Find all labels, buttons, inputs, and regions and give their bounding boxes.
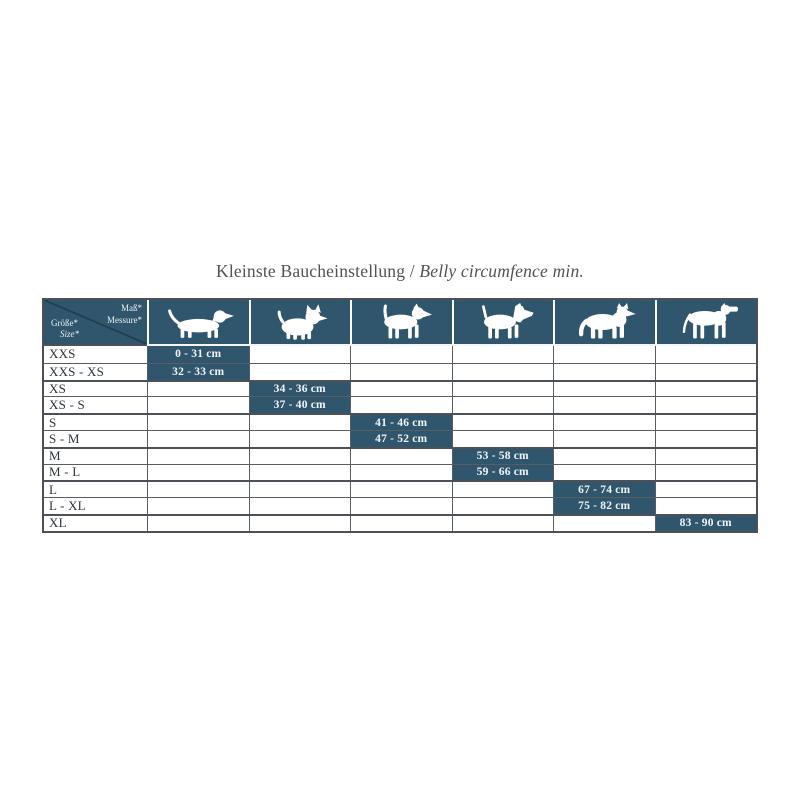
- value-cell: [147, 431, 249, 447]
- value-cell: [350, 449, 452, 464]
- value-cell: [452, 431, 554, 447]
- size-label: XS - S: [49, 397, 85, 413]
- dachshund-icon: [153, 303, 245, 341]
- value-cell: [147, 449, 249, 464]
- value-cell: [147, 482, 249, 497]
- page-title: [0, 0, 800, 282]
- value-cell: [350, 364, 452, 380]
- value-cell: [452, 346, 554, 363]
- great-dane-icon: [660, 303, 752, 341]
- value-cell: [249, 498, 351, 514]
- value-cell: 34 - 36 cm: [249, 382, 351, 397]
- value-cell: [249, 449, 351, 464]
- value-cell: [350, 397, 452, 413]
- value-cell: 0 - 31 cm: [147, 346, 249, 363]
- size-label: L - XL: [49, 498, 86, 514]
- value-cell: [147, 397, 249, 413]
- column-header-yorkshire-terrier: [249, 300, 351, 346]
- value-cell: 83 - 90 cm: [655, 516, 757, 531]
- husky-icon: [559, 303, 651, 341]
- size-row-l: [44, 480, 756, 497]
- size-row-xs: [44, 380, 756, 397]
- value-cell: 47 - 52 cm: [350, 431, 452, 447]
- value-cell: [655, 382, 757, 397]
- value-cell: [452, 482, 554, 497]
- column-header-jack-russell: [350, 300, 452, 346]
- size-label: XXS: [49, 346, 76, 362]
- value-cell: [147, 516, 249, 531]
- size-row-xs-s: [44, 396, 756, 413]
- value-cell: [452, 415, 554, 430]
- value-cell: [350, 498, 452, 514]
- value-cell: [452, 397, 554, 413]
- fox-terrier-icon: [457, 303, 549, 341]
- value-cell: [553, 364, 655, 380]
- size-label: XXS - XS: [49, 363, 105, 379]
- value-cell: [147, 415, 249, 430]
- value-cell: [553, 415, 655, 430]
- value-cell: [553, 346, 655, 363]
- size-row-xl: [44, 514, 756, 531]
- value-cell: [655, 482, 757, 497]
- value-cell: [147, 498, 249, 514]
- yorkshire-terrier-icon: [254, 303, 346, 341]
- value-cell: [452, 364, 554, 380]
- value-cell: [655, 397, 757, 413]
- column-header-husky: [553, 300, 655, 346]
- value-cell: [553, 431, 655, 447]
- value-cell: [249, 516, 351, 531]
- column-header-fox-terrier: [452, 300, 554, 346]
- column-header-great-dane: [655, 300, 757, 346]
- size-label: S - M: [49, 430, 80, 446]
- value-cell: 67 - 74 cm: [553, 482, 655, 497]
- size-row-l-xl: [44, 497, 756, 514]
- value-cell: [249, 431, 351, 447]
- size-row-m-l: [44, 464, 756, 481]
- size-row-xxs: [44, 346, 756, 363]
- size-label: XL: [49, 515, 67, 531]
- value-cell: [655, 465, 757, 481]
- value-cell: [249, 415, 351, 430]
- column-header-dachshund: [147, 300, 249, 346]
- size-row-s: [44, 413, 756, 430]
- value-cell: [249, 465, 351, 481]
- value-cell: [452, 382, 554, 397]
- size-row-m: [44, 447, 756, 464]
- value-cell: [147, 382, 249, 397]
- value-cell: 37 - 40 cm: [249, 397, 351, 413]
- value-cell: 75 - 82 cm: [553, 498, 655, 514]
- value-cell: [452, 498, 554, 514]
- value-cell: [452, 516, 554, 531]
- value-cell: [655, 346, 757, 363]
- value-cell: 32 - 33 cm: [147, 364, 249, 380]
- value-cell: [553, 465, 655, 481]
- value-cell: [553, 382, 655, 397]
- corner-cell: [44, 300, 147, 346]
- size-label: M - L: [49, 464, 81, 480]
- value-cell: [655, 364, 757, 380]
- value-cell: [249, 346, 351, 363]
- value-cell: [350, 346, 452, 363]
- header-row: [44, 300, 756, 346]
- value-cell: [350, 465, 452, 481]
- value-cell: [350, 482, 452, 497]
- value-cell: 53 - 58 cm: [452, 449, 554, 464]
- value-cell: 41 - 46 cm: [350, 415, 452, 430]
- value-cell: [655, 415, 757, 430]
- page-title-en: Belly circumfence min.: [419, 261, 584, 281]
- size-row-xxs-xs: [44, 363, 756, 380]
- value-cell: [553, 516, 655, 531]
- size-table: [42, 298, 758, 533]
- value-cell: [147, 465, 249, 481]
- jack-russell-icon: [356, 303, 448, 341]
- size-label: L: [49, 481, 58, 497]
- value-cell: [249, 364, 351, 380]
- value-cell: [553, 397, 655, 413]
- size-label: M: [49, 448, 61, 464]
- value-cell: [655, 498, 757, 514]
- size-row-s-m: [44, 430, 756, 447]
- value-cell: [553, 449, 655, 464]
- value-cell: [655, 449, 757, 464]
- size-label: XS: [49, 381, 67, 396]
- value-cell: [350, 516, 452, 531]
- value-cell: [350, 382, 452, 397]
- measure-label: Maß* Messure*: [107, 303, 142, 325]
- value-cell: [655, 431, 757, 447]
- value-cell: [249, 482, 351, 497]
- value-cell: 59 - 66 cm: [452, 465, 554, 481]
- size-label-corner: Größe* Size*: [51, 317, 79, 340]
- page-title-de: Kleinste Baucheinstellung /: [215, 261, 420, 281]
- size-label: S: [49, 414, 57, 430]
